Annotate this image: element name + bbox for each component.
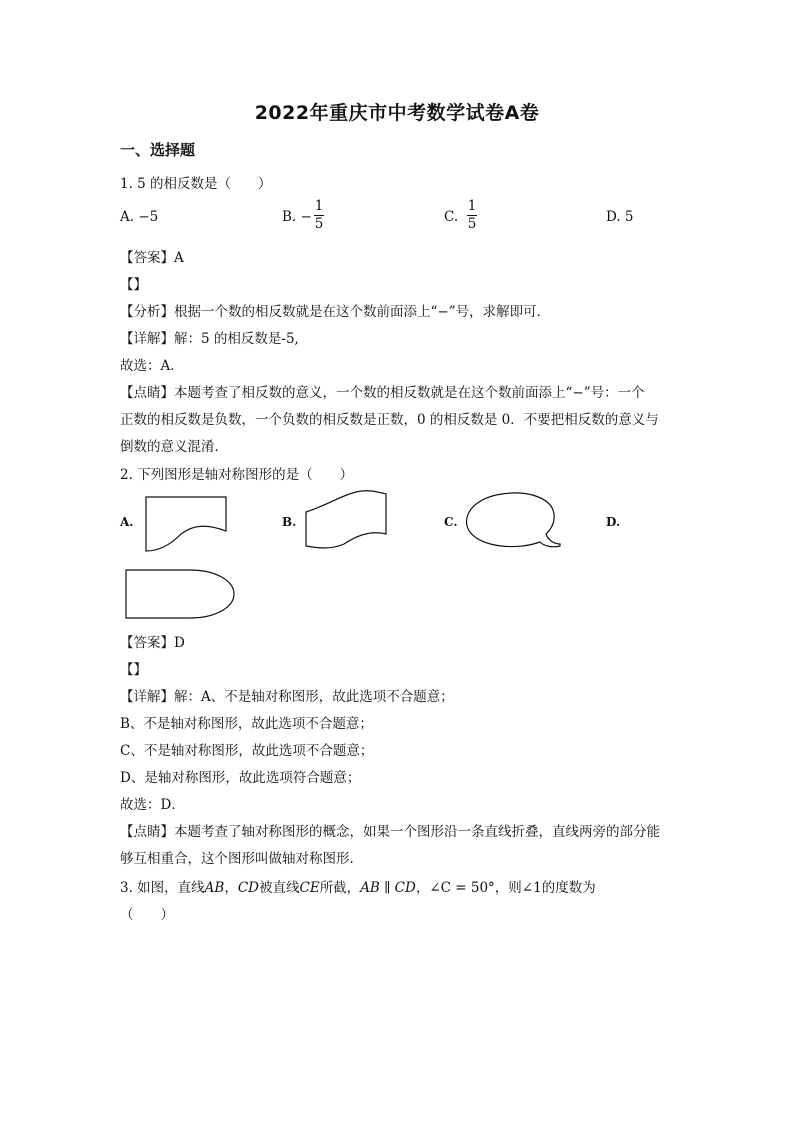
q2-comment-line-1: 【点睛】本题考查了轴对称图形的概念，如果一个图形沿一条直线折叠，直线两旁的部分能 xyxy=(120,824,660,840)
q1-option-c-fraction xyxy=(465,199,479,232)
q2-stem: 2. 下列图形是轴对称图形的是（ ） xyxy=(120,467,354,483)
q3-separator: ， xyxy=(224,880,238,896)
q3-stem xyxy=(120,876,596,896)
q1-comment-line-3: 倒数的意义混淆． xyxy=(120,439,228,455)
q2-shape-c xyxy=(462,490,566,552)
q1-comment-line-1: 【点睛】本题考查了相反数的意义，一个数的相反数就是在这个数前面添上“−”号：一个 xyxy=(120,385,645,401)
section-heading: 一、选择题 xyxy=(120,141,196,159)
q2-shape-d xyxy=(120,567,240,621)
q2-choose: 故选：D． xyxy=(120,797,185,813)
q2-bracket: 【】 xyxy=(120,662,147,678)
fraction-numerator: 1 xyxy=(314,198,324,214)
q2-answer: 【答案】D xyxy=(120,635,185,651)
q1-analysis: 【分析】根据一个数的相反数就是在这个数前面添上“−”号，求解即可． xyxy=(120,304,551,320)
q2-detail-line-2: B、不是轴对称图形，故此选项不合题意； xyxy=(120,716,373,732)
q1-option-c-prefix: C. xyxy=(444,209,459,225)
q2-label-b: B. xyxy=(282,515,297,529)
q1-detail: 【详解】解：5 的相反数是-5, xyxy=(120,331,299,347)
q3-line-cd: CD xyxy=(237,880,259,896)
fraction-denominator: 5 xyxy=(314,216,324,232)
q1-comment-line-2: 正数的相反数是负数，一个负数的相反数是正数，0 的相反数是 0．不要把相反数的意义与 xyxy=(120,412,659,428)
q2-comment-line-2: 够互相重合，这个图形叫做轴对称图形． xyxy=(120,851,363,867)
q2-label-d: D. xyxy=(606,515,621,529)
q3-parallel: AB ∥ CD xyxy=(360,880,416,896)
q1-choose: 故选：A． xyxy=(120,358,184,374)
fraction-numerator: 1 xyxy=(467,198,477,214)
q1-answer: 【答案】A xyxy=(120,250,184,266)
q1-option-b-prefix: B. − xyxy=(282,209,312,225)
q2-detail-line-1: 【详解】解：A、不是轴对称图形，故此选项不合题意； xyxy=(120,689,454,705)
q1-option-d: D. 5 xyxy=(606,209,634,225)
q2-detail-line-3: C、不是轴对称图形，故此选项不合题意； xyxy=(120,743,374,759)
q2-detail-line-4: D、是轴对称图形，故此选项符合题意； xyxy=(120,770,361,786)
q2-shape-a xyxy=(140,495,232,555)
q1-stem: 1. 5 的相反数是（ ） xyxy=(120,176,272,192)
q1-option-b-fraction xyxy=(312,199,326,232)
q3-stem-part-4: ，∠C = 50°，则∠1的度数为 xyxy=(415,880,596,896)
q3-line-ab: AB xyxy=(204,880,225,896)
q2-label-c: C. xyxy=(444,515,458,529)
q3-paren: （ ） xyxy=(120,907,174,923)
q3-stem-part-2: 被直线 xyxy=(259,880,300,896)
q2-label-a: A. xyxy=(120,515,134,529)
page-title: 2022年重庆市中考数学试卷A卷 xyxy=(254,102,540,124)
q1-option-a: A. −5 xyxy=(120,209,159,225)
q3-stem-part-3: 所截， xyxy=(319,880,361,896)
q3-line-ce: CE xyxy=(299,880,320,896)
q3-stem-part-1: 3. 如图，直线 xyxy=(120,880,205,896)
q2-shape-b xyxy=(300,488,394,552)
fraction-denominator: 5 xyxy=(467,216,477,232)
q1-bracket: 【】 xyxy=(120,277,147,293)
